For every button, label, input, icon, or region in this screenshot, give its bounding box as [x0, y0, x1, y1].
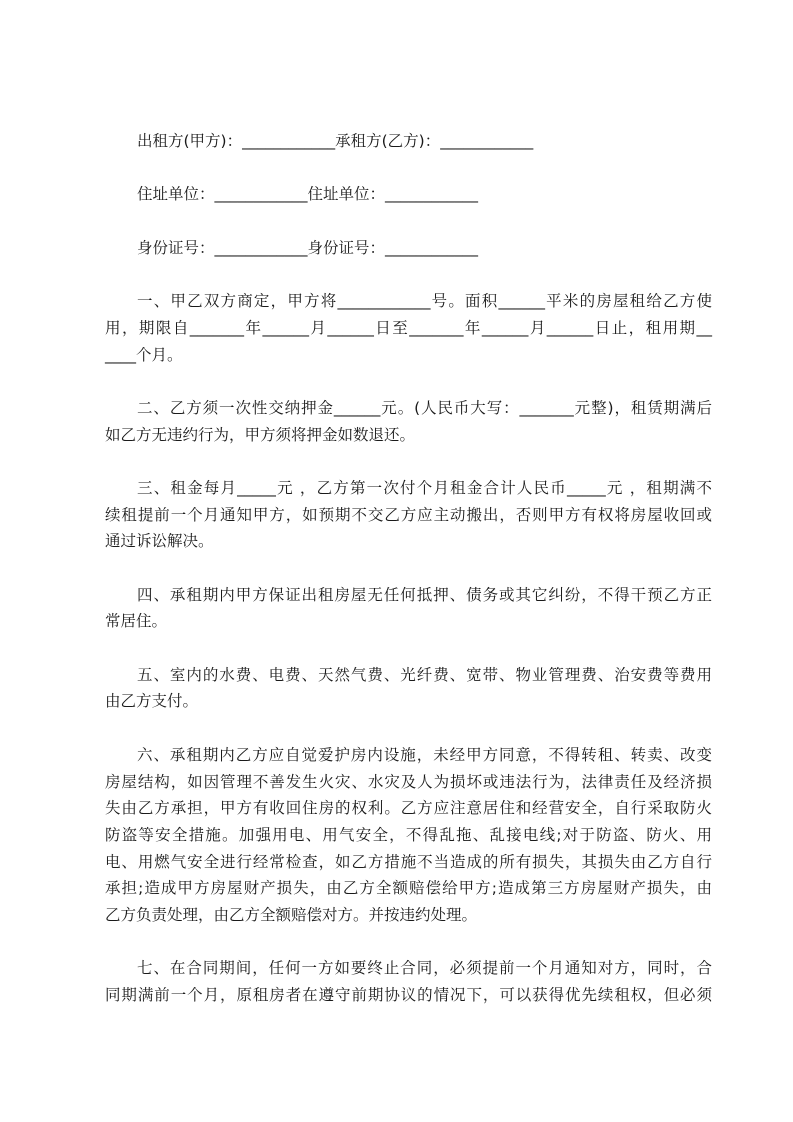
contract-clause: [105, 288, 712, 368]
clause-line: 同期满前一个月，原租房者在遵守前期协议的情况下，可以获得优先续租权，但必须: [105, 986, 712, 1004]
clause-line: 承担;造成甲方房屋财产损失，由乙方全额赔偿给甲方;造成第三方房屋财产损失，由: [105, 879, 712, 898]
rental-contract-page: [105, 128, 712, 1009]
blank-line: [105, 929, 712, 956]
clause-line: ____个月。: [105, 345, 183, 364]
blank-line: [105, 555, 712, 582]
contract-clause: [105, 395, 712, 448]
clause-line: 电、用燃气安全进行经常检查，如乙方措施不当造成的所有损失，其损失由乙方自行: [105, 852, 712, 871]
clause-line: 失由乙方承担，甲方有收回住房的权利。乙方应注意居住和经营安全，自行采取防火: [105, 799, 712, 818]
blank-line: [105, 208, 712, 235]
party-field-line: 身份证号：____________身份证号：____________: [137, 238, 479, 257]
clause-line: 房屋结构，如因管理不善发生火灾、水灾及人为损坏或违法行为，法律责任及经济损: [105, 772, 712, 791]
clause-line: 如乙方无违约行为，甲方须将押金如数退还。: [105, 425, 416, 444]
party-field-line: 出租方(甲方)：____________承租方(乙方)：____________: [137, 132, 534, 150]
blank-line: [105, 261, 712, 288]
clause-line: 常居住。: [105, 612, 168, 631]
party-field-line: 住址单位：____________住址单位：____________: [137, 185, 479, 204]
clause-line: 一、甲乙双方商定，甲方将____________号。面积______平米的房屋租给乙方使: [137, 292, 712, 311]
blank-line: [105, 155, 712, 182]
clause-line: 二、乙方须一次性交纳押金______元。(人民币大写：_______元整)，租赁期满后: [137, 398, 712, 417]
contract-clause: [105, 955, 712, 1008]
clause-line: 四、承租期内甲方保证出租房屋无任何抵押、债务或其它纠纷，不得干预乙方正: [137, 585, 712, 604]
clause-line: 通过诉讼解决。: [105, 532, 214, 551]
contract-clause: [105, 662, 712, 715]
clause-line: 续租提前一个月通知甲方，如预期不交乙方应主动搬出，否则甲方有权将房屋收回或: [105, 505, 712, 524]
clause-line: 七、在合同期间，任何一方如要终止合同，必须提前一个月通知对方，同时，合: [137, 959, 712, 978]
blank-line: [105, 448, 712, 475]
clause-line: 三、租金每月_____元 ，乙方第一次付个月租金合计人民币_____元 ，租期满不: [137, 478, 712, 497]
clause-line: 用，期限自_______年______月______日至_______年______月______日止，租用期__: [105, 318, 712, 337]
clause-line: 五、室内的水费、电费、天然气费、光纤费、宽带、物业管理费、治安费等费用: [137, 665, 712, 684]
contract-clause: [105, 582, 712, 635]
blank-line: [105, 368, 712, 395]
blank-line: [105, 635, 712, 662]
blank-line: [105, 715, 712, 742]
contract-clause: [105, 475, 712, 555]
clause-line: 乙方负责处理，由乙方全额赔偿对方。并按违约处理。: [105, 905, 478, 924]
clause-line: 防盗等安全措施。加强用电、用气安全，不得乱拖、乱接电线;对于防盗、防火、用: [105, 825, 712, 844]
contract-clause: [105, 742, 712, 929]
clause-line: 六、承租期内乙方应自觉爱护房内设施，未经甲方同意，不得转租、转卖、改变: [137, 745, 712, 764]
clause-line: 由乙方支付。: [105, 692, 199, 711]
